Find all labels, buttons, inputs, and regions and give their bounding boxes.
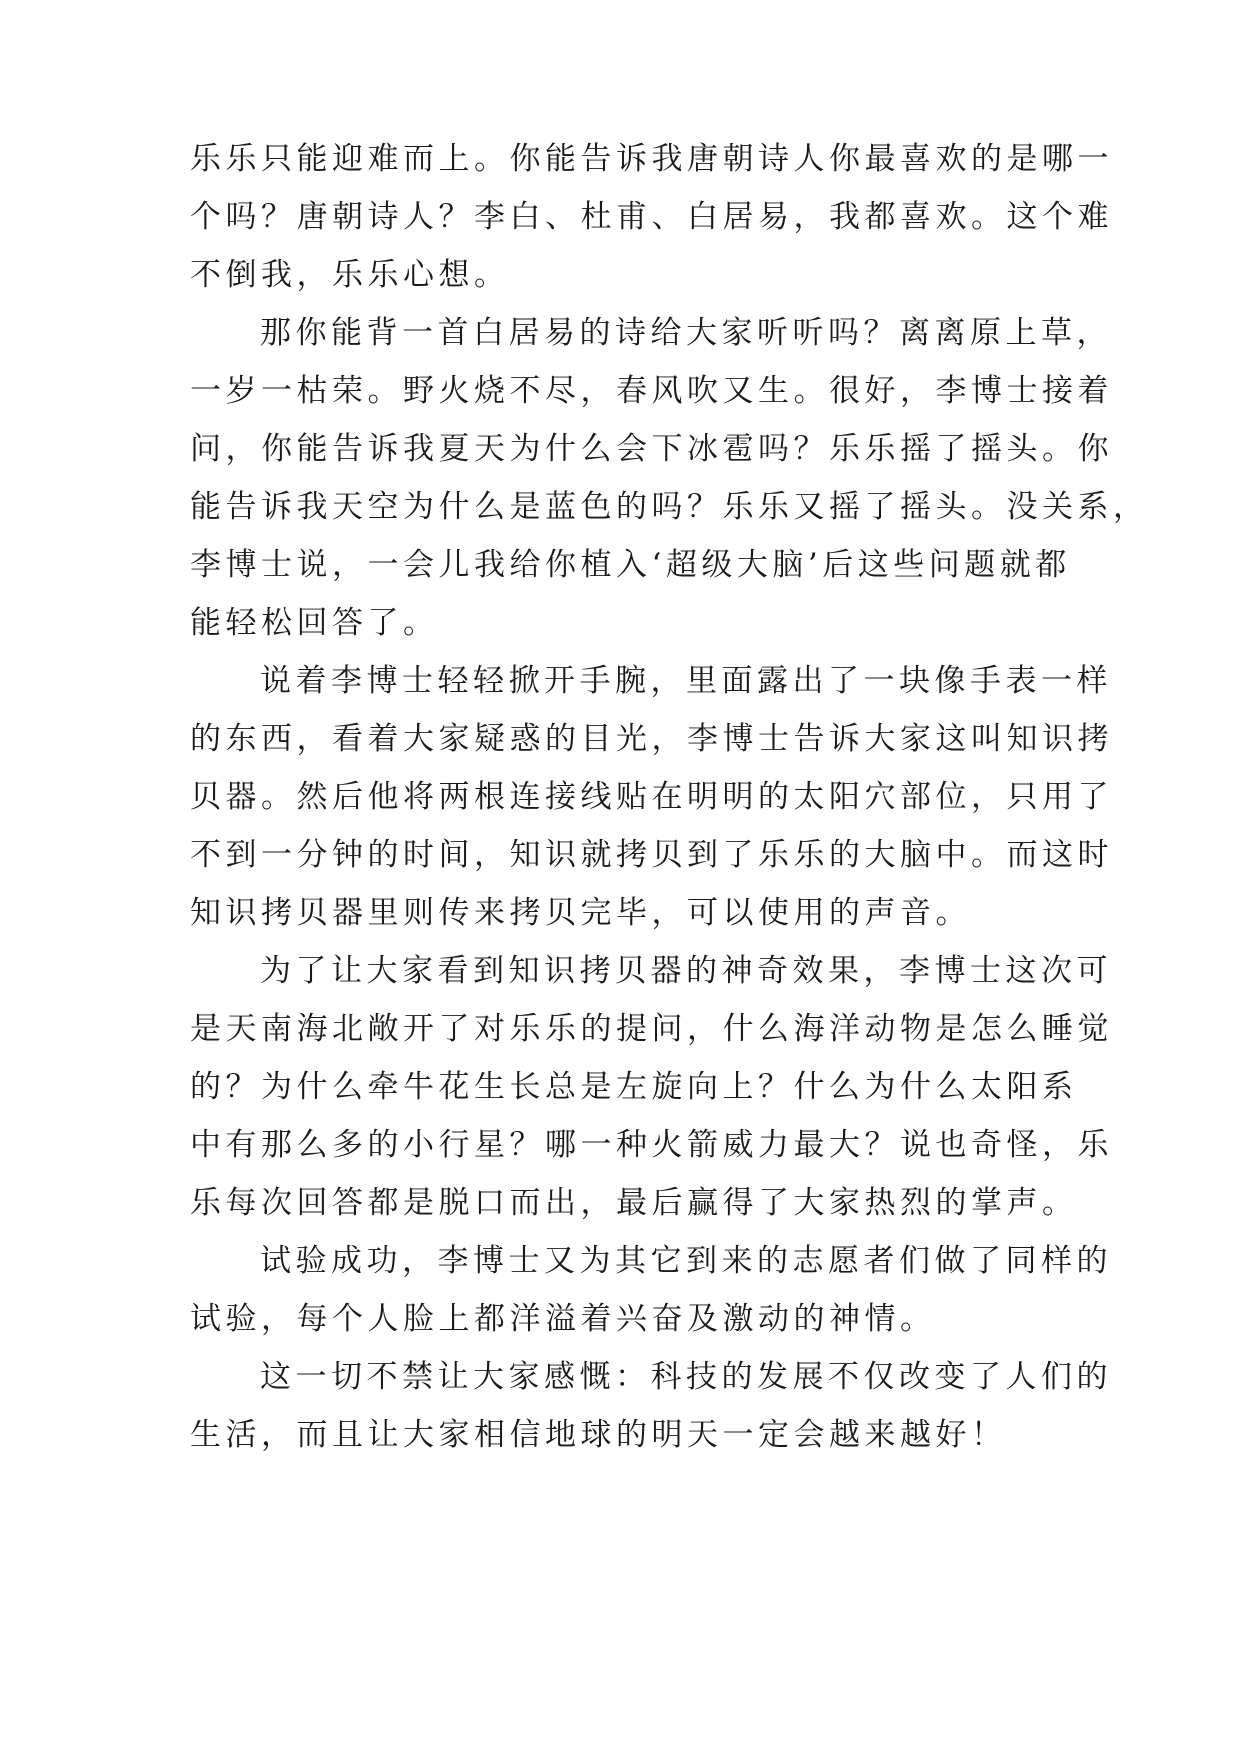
paragraph bbox=[190, 652, 1113, 942]
paragraph bbox=[190, 1348, 1112, 1464]
text-line: 这一切不禁让大家感慨：科技的发展不仅改变了人们的 bbox=[260, 1359, 1112, 1395]
text-line: 能告诉我天空为什么是蓝色的吗？乐乐又摇了摇头。没关系， bbox=[190, 489, 1149, 525]
text-line: 乐每次回答都是脱口而出，最后赢得了大家热烈的掌声。 bbox=[190, 1185, 1078, 1221]
text-line: 贝器。然后他将两根连接线贴在明明的太阳穴部位，只用了 bbox=[190, 779, 1113, 815]
text-line: 那你能背一首白居易的诗给大家听听吗？离离原上草， bbox=[260, 315, 1112, 351]
text-line: 的？为什么牵牛花生长总是左旋向上？什么为什么太阳系 bbox=[190, 1069, 1078, 1105]
text-line: 试验，每个人脸上都洋溢着兴奋及激动的神情。 bbox=[190, 1301, 936, 1337]
paragraph bbox=[190, 130, 1113, 304]
text-line: 李博士说，一会儿我给你植入‘超级大脑’后这些问题就都 bbox=[190, 547, 1071, 583]
paragraph bbox=[190, 304, 1149, 652]
text-line: 为了让大家看到知识拷贝器的神奇效果，李博士这次可 bbox=[260, 953, 1112, 989]
text-line: 知识拷贝器里则传来拷贝完毕，可以使用的声音。 bbox=[190, 895, 971, 931]
text-line: 乐乐只能迎难而上。你能告诉我唐朝诗人你最喜欢的是哪一 bbox=[190, 141, 1113, 177]
text-line: 生活，而且让大家相信地球的明天一定会越来越好！ bbox=[190, 1417, 1007, 1453]
text-line: 中有那么多的小行星？哪一种火箭威力最大？说也奇怪，乐 bbox=[190, 1127, 1113, 1163]
paragraph bbox=[190, 942, 1113, 1232]
text-line: 不倒我，乐乐心想。 bbox=[190, 257, 510, 293]
text-line: 试验成功，李博士又为其它到来的志愿者们做了同样的 bbox=[260, 1243, 1112, 1279]
text-line: 是天南海北敞开了对乐乐的提问，什么海洋动物是怎么睡觉 bbox=[190, 1011, 1113, 1047]
text-line: 问，你能告诉我夏天为什么会下冰雹吗？乐乐摇了摇头。你 bbox=[190, 431, 1113, 467]
text-line: 说着李博士轻轻掀开手腕，里面露出了一块像手表一样 bbox=[260, 663, 1112, 699]
text-line: 的东西，看着大家疑惑的目光，李博士告诉大家这叫知识拷 bbox=[190, 721, 1113, 757]
text-line: 能轻松回答了。 bbox=[190, 605, 439, 641]
text-line: 个吗？唐朝诗人？李白、杜甫、白居易，我都喜欢。这个难 bbox=[190, 199, 1113, 235]
text-line: 一岁一枯荣。野火烧不尽，春风吹又生。很好，李博士接着 bbox=[190, 373, 1113, 409]
document-body bbox=[190, 130, 1149, 1464]
text-line: 不到一分钟的时间，知识就拷贝到了乐乐的大脑中。而这时 bbox=[190, 837, 1113, 873]
paragraph bbox=[190, 1232, 1112, 1348]
